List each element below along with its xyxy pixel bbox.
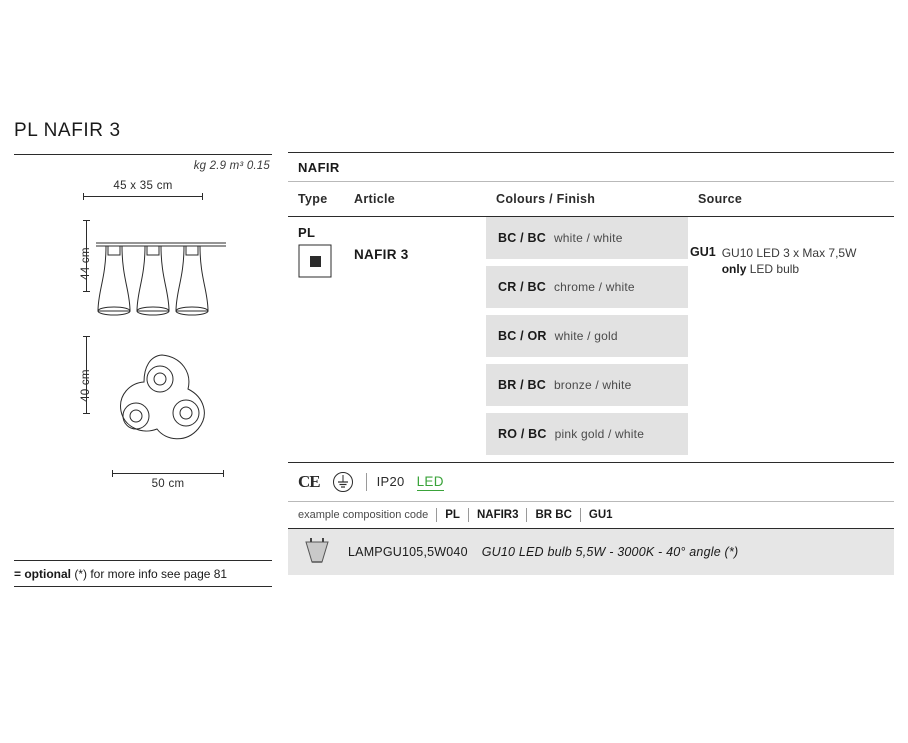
source-line2-bold: only: [721, 262, 747, 277]
ce-icon: CE: [298, 472, 320, 491]
colour-code: BC / OR: [498, 329, 547, 343]
dimension-width-label: 50 cm: [151, 478, 185, 490]
header-article: Article: [354, 192, 396, 206]
optional-note-text: [14, 561, 272, 586]
header-colours: Colours / Finish: [496, 192, 596, 206]
composition-label: example composition code: [298, 509, 429, 521]
source-cell: [688, 217, 894, 462]
accessory-code: LAMPGU105,5W040: [348, 545, 468, 559]
plan-drawing: [14, 339, 272, 465]
optional-note-bold: = optional: [14, 567, 71, 581]
page-title: PL NAFIR 3: [14, 120, 121, 141]
colour-name: pink gold / white: [554, 427, 645, 441]
accessory-description: GU10 LED bulb 5,5W - 3000K - 40° angle (*): [481, 545, 739, 559]
colours-list: [486, 217, 688, 462]
technical-drawings: [14, 180, 272, 490]
optional-note: [14, 560, 272, 587]
elevation-drawing: [14, 203, 272, 333]
table-header-row: [288, 181, 894, 217]
colour-name: white / gold: [554, 329, 618, 343]
ip-rating-label: IP20: [366, 473, 405, 491]
colour-name: chrome / white: [553, 280, 635, 294]
gu10-bulb-icon: [300, 537, 334, 567]
source-code: GU1: [690, 245, 716, 259]
dimension-height-label: 44 cm: [80, 247, 92, 280]
table-body-row: [288, 217, 894, 462]
composition-code-row: [288, 501, 894, 529]
colour-name: white / white: [553, 231, 623, 245]
source-line2-rest: LED bulb: [749, 262, 800, 277]
source-line1: GU10 LED 3 x Max 7,5W: [721, 246, 857, 260]
header-source: Source: [698, 192, 743, 206]
header-type: Type: [298, 192, 328, 206]
type-code: PL: [298, 225, 316, 240]
left-product-panel: [14, 120, 272, 490]
composition-segment-type: PL: [436, 508, 468, 522]
ceiling-mount-icon: [298, 244, 332, 278]
colour-name: bronze / white: [553, 378, 632, 392]
certification-row: [288, 462, 894, 501]
composition-segment-colour: BR BC: [526, 508, 579, 522]
colour-option[interactable]: [486, 217, 688, 259]
led-badge: LED: [416, 473, 444, 489]
colour-option[interactable]: [486, 364, 688, 406]
colour-option[interactable]: [486, 266, 688, 308]
dimension-bottom: [92, 473, 244, 490]
composition-segment-article: NAFIR3: [468, 508, 527, 522]
weight-volume-label: kg 2.9 m³ 0.15: [193, 160, 270, 172]
dimension-top-label: 45 x 35 cm: [113, 180, 173, 192]
accessory-row: [288, 529, 894, 575]
colour-code: RO / BC: [498, 427, 547, 441]
optional-note-bottom-divider: [14, 586, 272, 587]
specification-table: [288, 152, 894, 575]
earth-class-icon: [332, 471, 354, 493]
type-cell: [288, 217, 344, 462]
colour-option[interactable]: [486, 315, 688, 357]
dimension-top: [14, 180, 272, 197]
article-code: NAFIR 3: [354, 247, 409, 262]
colour-code: BR / BC: [498, 378, 546, 392]
composition-segment-source: GU1: [580, 508, 621, 522]
source-description: [722, 245, 857, 462]
dimension-top-rule: [83, 196, 203, 197]
dimension-bottom-rule: [112, 473, 224, 474]
optional-note-rest: (*) for more info see page 81: [74, 567, 228, 581]
colour-option[interactable]: [486, 413, 688, 455]
family-name: NAFIR: [298, 160, 340, 175]
dimension-depth-label: 40 cm: [80, 369, 92, 402]
colour-code: CR / BC: [498, 280, 546, 294]
colour-code: BC / BC: [498, 231, 546, 245]
